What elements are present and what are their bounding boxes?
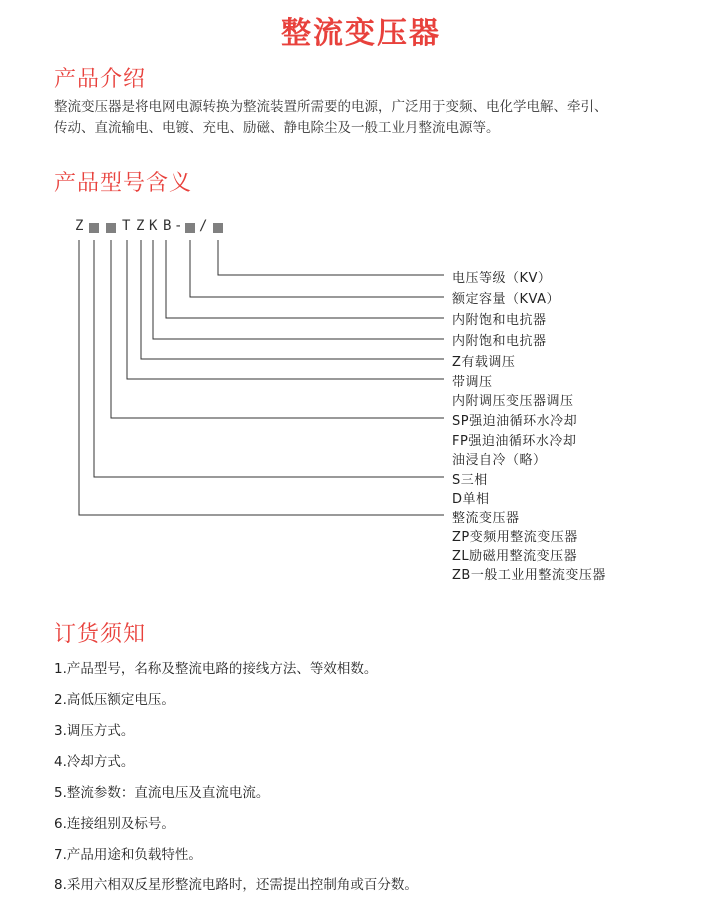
connector-line	[79, 240, 444, 515]
code-char-z2: Z	[136, 218, 145, 234]
order-note-item: 1.产品型号，名称及整流电路的接线方法、等效相数。	[54, 661, 378, 677]
code-char-slash: /	[199, 218, 208, 234]
order-note-item: 3.调压方式。	[54, 723, 135, 739]
page-title: 整流变压器	[281, 16, 441, 51]
meaning-single-phase: D单相	[452, 492, 490, 507]
order-note-item: 5.整流参数：直流电压及直流电流。	[54, 785, 270, 801]
order-note-item: 6.连接组别及标号。	[54, 816, 175, 832]
meaning-zp: ZP变频用整流变压器	[452, 530, 578, 545]
connector-line	[141, 240, 444, 359]
connector-line	[166, 240, 444, 318]
order-note-item: 8.采用六相双反星形整流电路时，还需提出控制角或百分数。	[54, 877, 418, 893]
section-title-model: 产品型号含义	[54, 171, 193, 196]
order-note-item: 7.产品用途和负载特性。	[54, 847, 202, 863]
intro-line-1: 整流变压器是将电网电源转换为整流装置所需要的电源，广泛用于变频、电化学电解、牵引、	[54, 99, 608, 115]
meaning-saturable-reactor: 内附饱和电抗器	[452, 313, 547, 328]
meaning-rated-capacity: 额定容量（KVA）	[452, 292, 560, 307]
order-note-item: 4.冷却方式。	[54, 754, 135, 770]
meaning-zl: ZL励磁用整流变压器	[452, 549, 578, 564]
meaning-voltage-level: 电压等级（KV）	[452, 271, 552, 286]
code-char-z: Z	[75, 218, 84, 234]
connector-line	[153, 240, 444, 339]
connector-line	[111, 240, 444, 418]
meaning-cooling-sp: SP强迫油循环水冷却	[452, 414, 578, 429]
meaning-three-phase: S三相	[452, 473, 488, 488]
meaning-with-regulation: 带调压	[452, 375, 493, 390]
code-char-t: T	[122, 218, 131, 234]
connector-line	[218, 240, 444, 275]
meaning-internal-regulation: 内附调压变压器调压	[452, 394, 574, 409]
section-title-intro: 产品介绍	[54, 67, 147, 92]
order-note-item: 2.高低压额定电压。	[54, 692, 175, 708]
connector-line	[127, 240, 444, 379]
code-char-dash: -	[174, 218, 183, 234]
intro-line-2: 传动、直流输电、电镀、充电、励磁、静电除尘及一般工业月整流电源等。	[54, 120, 500, 136]
meaning-cooling-fp: FP强迫油循环水冷却	[452, 434, 577, 449]
code-char-b: B	[163, 218, 172, 234]
connector-line	[190, 240, 444, 297]
meaning-rectifier: 整流变压器	[452, 511, 520, 526]
meaning-zb: ZB一般工业用整流变压器	[452, 568, 606, 583]
meaning-saturable-reactor-2: 内附饱和电抗器	[452, 334, 547, 349]
section-title-order: 订货须知	[54, 622, 147, 647]
code-char-k: K	[149, 218, 158, 234]
meaning-cooling-self: 油浸自冷（略）	[452, 453, 547, 468]
meaning-onload-regulation: Z有载调压	[452, 355, 516, 370]
